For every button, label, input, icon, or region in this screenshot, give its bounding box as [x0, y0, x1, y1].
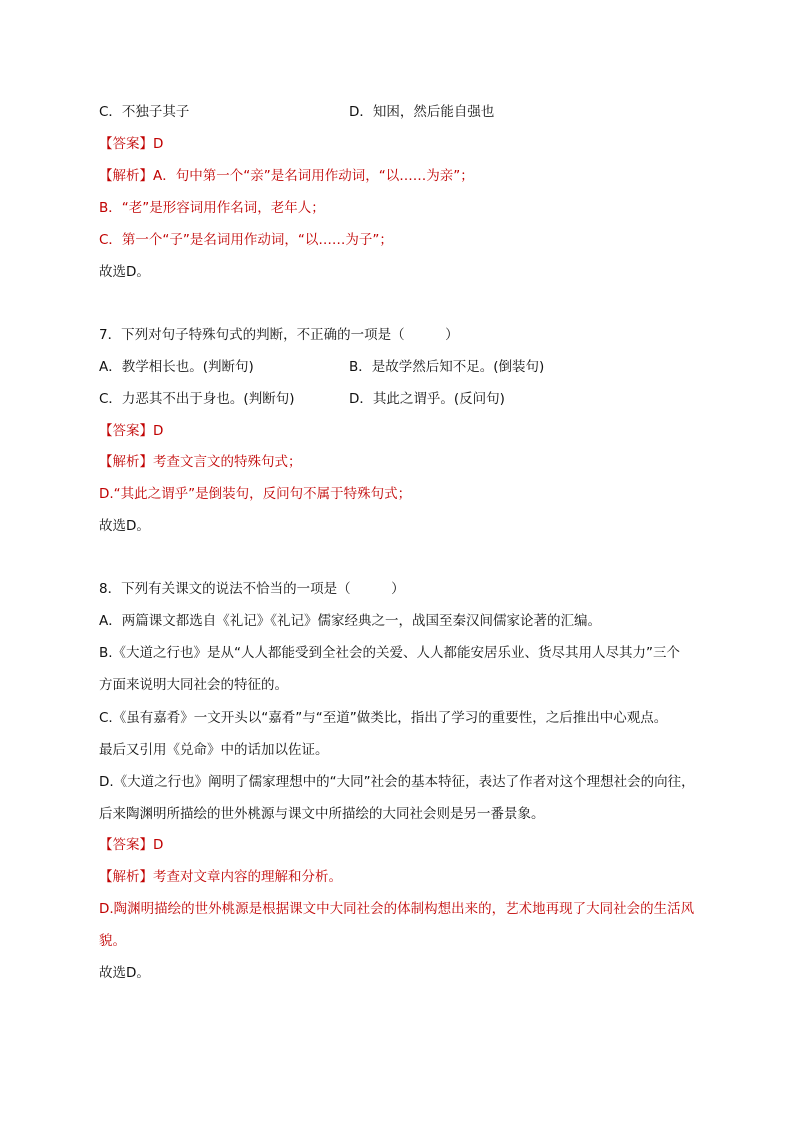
analysis-text: A．句中第一个“亲”是名词用作动词，“以……为亲”； [153, 168, 474, 184]
q6-analysis-row-2: B．“老”是形容词用作名词，老年人； [99, 200, 325, 216]
analysis-tag: 【解析】 [99, 454, 153, 470]
q7-conclusion: 故选D。 [99, 518, 150, 534]
q6-analysis-row-3: C．第一个“子”是名词用作动词，“以……为子”； [99, 232, 393, 248]
q6-option-d: D．知困，然后能自强也 [349, 104, 495, 120]
q8-option-c-line-2: 最后又引用《兑命》中的话加以佐证。 [99, 742, 329, 758]
q8-option-d-line-2: 后来陶渊明所描绘的世外桃源与课文中所描绘的大同社会则是另一番景象。 [99, 806, 545, 822]
q8-analysis-row-2-line-1: D.陶渊明描绘的世外桃源是根据课文中大同社会的体制构想出来的，艺术地再现了大同社会的生活风 [99, 901, 695, 917]
q7-analysis-row-2: D.“其此之谓乎”是倒装句，反问句不属于特殊句式； [99, 486, 412, 502]
q6-analysis-row-1 [99, 167, 474, 185]
q8-option-b-line-2: 方面来说明大同社会的特征的。 [99, 677, 288, 693]
q7-analysis-row-1 [99, 453, 302, 471]
q8-analysis-row-1 [99, 868, 342, 886]
q8-conclusion: 故选D。 [99, 965, 150, 981]
q6-conclusion: 故选D。 [99, 264, 150, 280]
q7-option-c: C．力恶其不出于身也。(判断句) [99, 391, 295, 407]
answer-tag: 【答案】 [99, 837, 153, 853]
q7-option-a: A．教学相长也。(判断句) [99, 359, 254, 375]
answer-value: D [153, 423, 164, 439]
analysis-text: 考查对文章内容的理解和分析。 [153, 869, 342, 885]
q7-stem: 7．下列对句子特殊句式的判断，不正确的一项是（ ） [99, 327, 459, 343]
q8-option-a: A．两篇课文都选自《礼记》《礼记》儒家经典之一，战国至秦汉间儒家论著的汇编。 [99, 613, 601, 629]
answer-tag: 【答案】 [99, 136, 153, 152]
answer-tag: 【答案】 [99, 423, 153, 439]
q8-option-b-line-1: B.《大道之行也》是从“人人都能受到全社会的关爱、人人都能安居乐业、货尽其用人尽其力”三个 [99, 645, 681, 661]
answer-value: D [153, 136, 164, 152]
q6-answer-row [99, 135, 163, 153]
q8-option-d-line-1: D.《大道之行也》阐明了儒家理想中的“大同”社会的基本特征，表达了作者对这个理想社会的向往， [99, 774, 695, 790]
q7-option-d: D．其此之谓乎。(反问句) [349, 391, 505, 407]
q8-option-c-line-1: C.《虽有嘉肴》一文开头以“嘉肴”与“至道”做类比，指出了学习的重要性，之后推出中心观点。 [99, 710, 668, 726]
q7-answer-row [99, 422, 163, 440]
q7-option-b: B．是故学然后知不足。(倒装句) [349, 359, 545, 375]
analysis-text: 考查文言文的特殊句式； [153, 454, 302, 470]
answer-value: D [153, 837, 164, 853]
q8-stem: 8．下列有关课文的说法不恰当的一项是（ ） [99, 581, 405, 597]
q6-option-c: C．不独子其子 [99, 104, 190, 120]
analysis-tag: 【解析】 [99, 869, 153, 885]
analysis-tag: 【解析】 [99, 168, 153, 184]
q8-analysis-row-2-line-2: 貌。 [99, 933, 126, 949]
q8-answer-row [99, 836, 163, 854]
